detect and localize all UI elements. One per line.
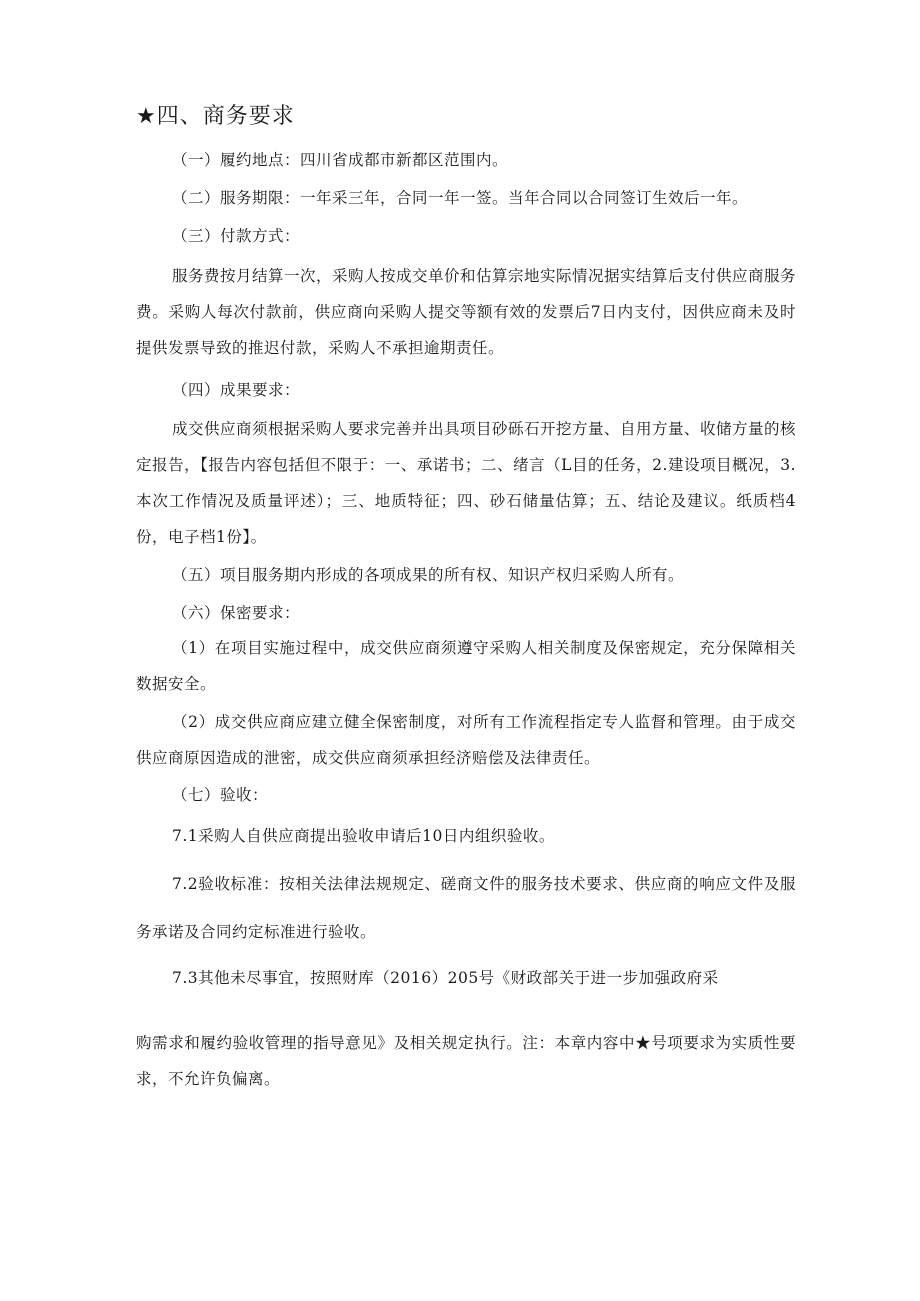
paragraph-acceptance-7-3-line2: 购需求和履约验收管理的指导意见》及相关规定执行。注：本章内容中★号项要求为实质性要求，不允许负偏离。: [136, 1034, 796, 1088]
paragraph-payment-title: （三）付款方式：: [172, 227, 301, 245]
paragraph-ownership: （五）项目服务期内形成的各项成果的所有权、知识产权归采购人所有。: [172, 566, 685, 584]
paragraph-acceptance-7-3-line1: 7.3其他未尽事宜，按照财库（2016）205号《财政部关于进一步加强政府采: [172, 969, 719, 987]
paragraph-acceptance-7-1: 7.1采购人自供应商提出验收申请后10日内组织验收。: [172, 827, 555, 845]
paragraph-service-period: （二）服务期限：一年采三年，合同一年一签。当年合同以合同签订生效后一年。: [172, 189, 749, 207]
paragraph-confidentiality-2: （2）成交供应商应建立健全保密制度，对所有工作流程指定专人监督和管理。由于成交供应商原因造成的泄密，成交供应商须承担经济赔偿及法律责任。: [136, 713, 796, 767]
paragraph-acceptance-7-2: 7.2验收标准：按相关法律法规规定、磋商文件的服务技术要求、供应商的响应文件及服务承诺及合同约定标准进行验收。: [136, 875, 796, 941]
paragraph-results-title: （四）成果要求：: [172, 381, 301, 399]
paragraph-results-body: 成交供应商须根据采购人要求完善并出具项目砂砾石开挖方量、自用方量、收储方量的核定报告，【报告内容包括但不限于：一、承诺书；二、绪言（L目的任务，2.建设项目概况，3.本次工作情况及质量评述）；三、地质特征；四、砂石储量估算；五、结论及建议。纸质档4份，电子档1份】。: [136, 420, 797, 546]
section-heading: ★四、商务要求: [136, 104, 295, 129]
paragraph-location: （一）履约地点：四川省成都市新都区范围内。: [172, 151, 509, 169]
paragraph-acceptance-title: （七）验收：: [172, 786, 269, 804]
paragraph-payment-body: 服务费按月结算一次，采购人按成交单价和估算宗地实际情况据实结算后支付供应商服务费。采购人每次付款前，供应商向采购人提交等额有效的发票后7日内支付，因供应商未及时提供发票导致的推迟付款，采购人不承担逾期责任。: [136, 267, 797, 357]
paragraph-confidentiality-1: （1）在项目实施过程中，成交供应商须遵守采购人相关制度及保密规定，充分保障相关数据安全。: [136, 639, 796, 693]
paragraph-confidentiality-title: （六）保密要求：: [172, 604, 301, 622]
